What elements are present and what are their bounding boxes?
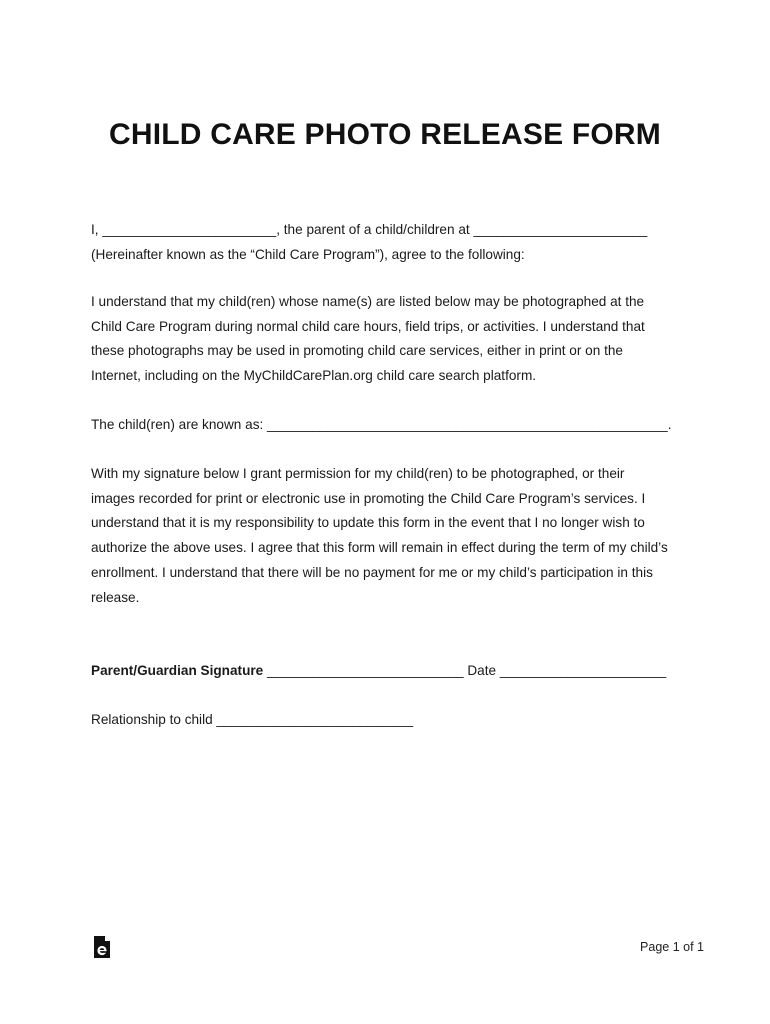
permission-line: understand that it is my responsibility to update this form in the event that I no longer wish to <box>91 515 645 531</box>
intro-line: (Hereinafter known as the “Child Care Program”), agree to the following: <box>91 246 525 262</box>
consent-line: I understand that my child(ren) whose name(s) are listed below may be photographed at the <box>91 294 645 309</box>
permission-paragraph <box>91 462 711 610</box>
consent-line: Child Care Program during normal child care hours, field trips, or activities. I understand that <box>91 318 645 334</box>
consent-line: Internet, including on the MyChildCarePlan.org child care search platform. <box>91 368 537 384</box>
signature-row <box>91 659 711 684</box>
consent-line: these photographs may be used in promoting child care services, either in print or on the <box>91 343 623 359</box>
children-names-line <box>91 413 711 438</box>
form-title: CHILD CARE PHOTO RELEASE FORM <box>109 118 661 151</box>
permission-line: release. <box>91 589 140 605</box>
children-line: The child(ren) are known as: _____________________________________________________. <box>91 417 672 432</box>
signature-date-blanks: __________________________ Date ______________________ <box>263 663 667 678</box>
intro-line: I, _______________________, the parent of a child/children at _______________________ <box>91 222 648 237</box>
page-number: Page 1 of 1 <box>640 940 704 954</box>
relationship-row <box>91 708 711 733</box>
relationship-line: Relationship to child __________________________ <box>91 712 414 727</box>
permission-line: images recorded for print or electronic use in promoting the Child Care Program’s services. I <box>91 490 646 506</box>
permission-line: enrollment. I understand that there will be no payment for me or my child’s participation in this <box>91 564 653 580</box>
eforms-logo-icon-svg <box>93 935 111 959</box>
permission-line: With my signature below I grant permission for my child(ren) to be photographed, or their <box>91 466 625 481</box>
consent-paragraph <box>91 290 711 389</box>
eforms-logo-icon <box>93 935 111 959</box>
intro-paragraph <box>91 218 711 267</box>
permission-line: authorize the above uses. I agree that this form will remain in effect during the term of my child’s <box>91 540 668 556</box>
signature-label: Parent/Guardian Signature <box>91 663 264 678</box>
